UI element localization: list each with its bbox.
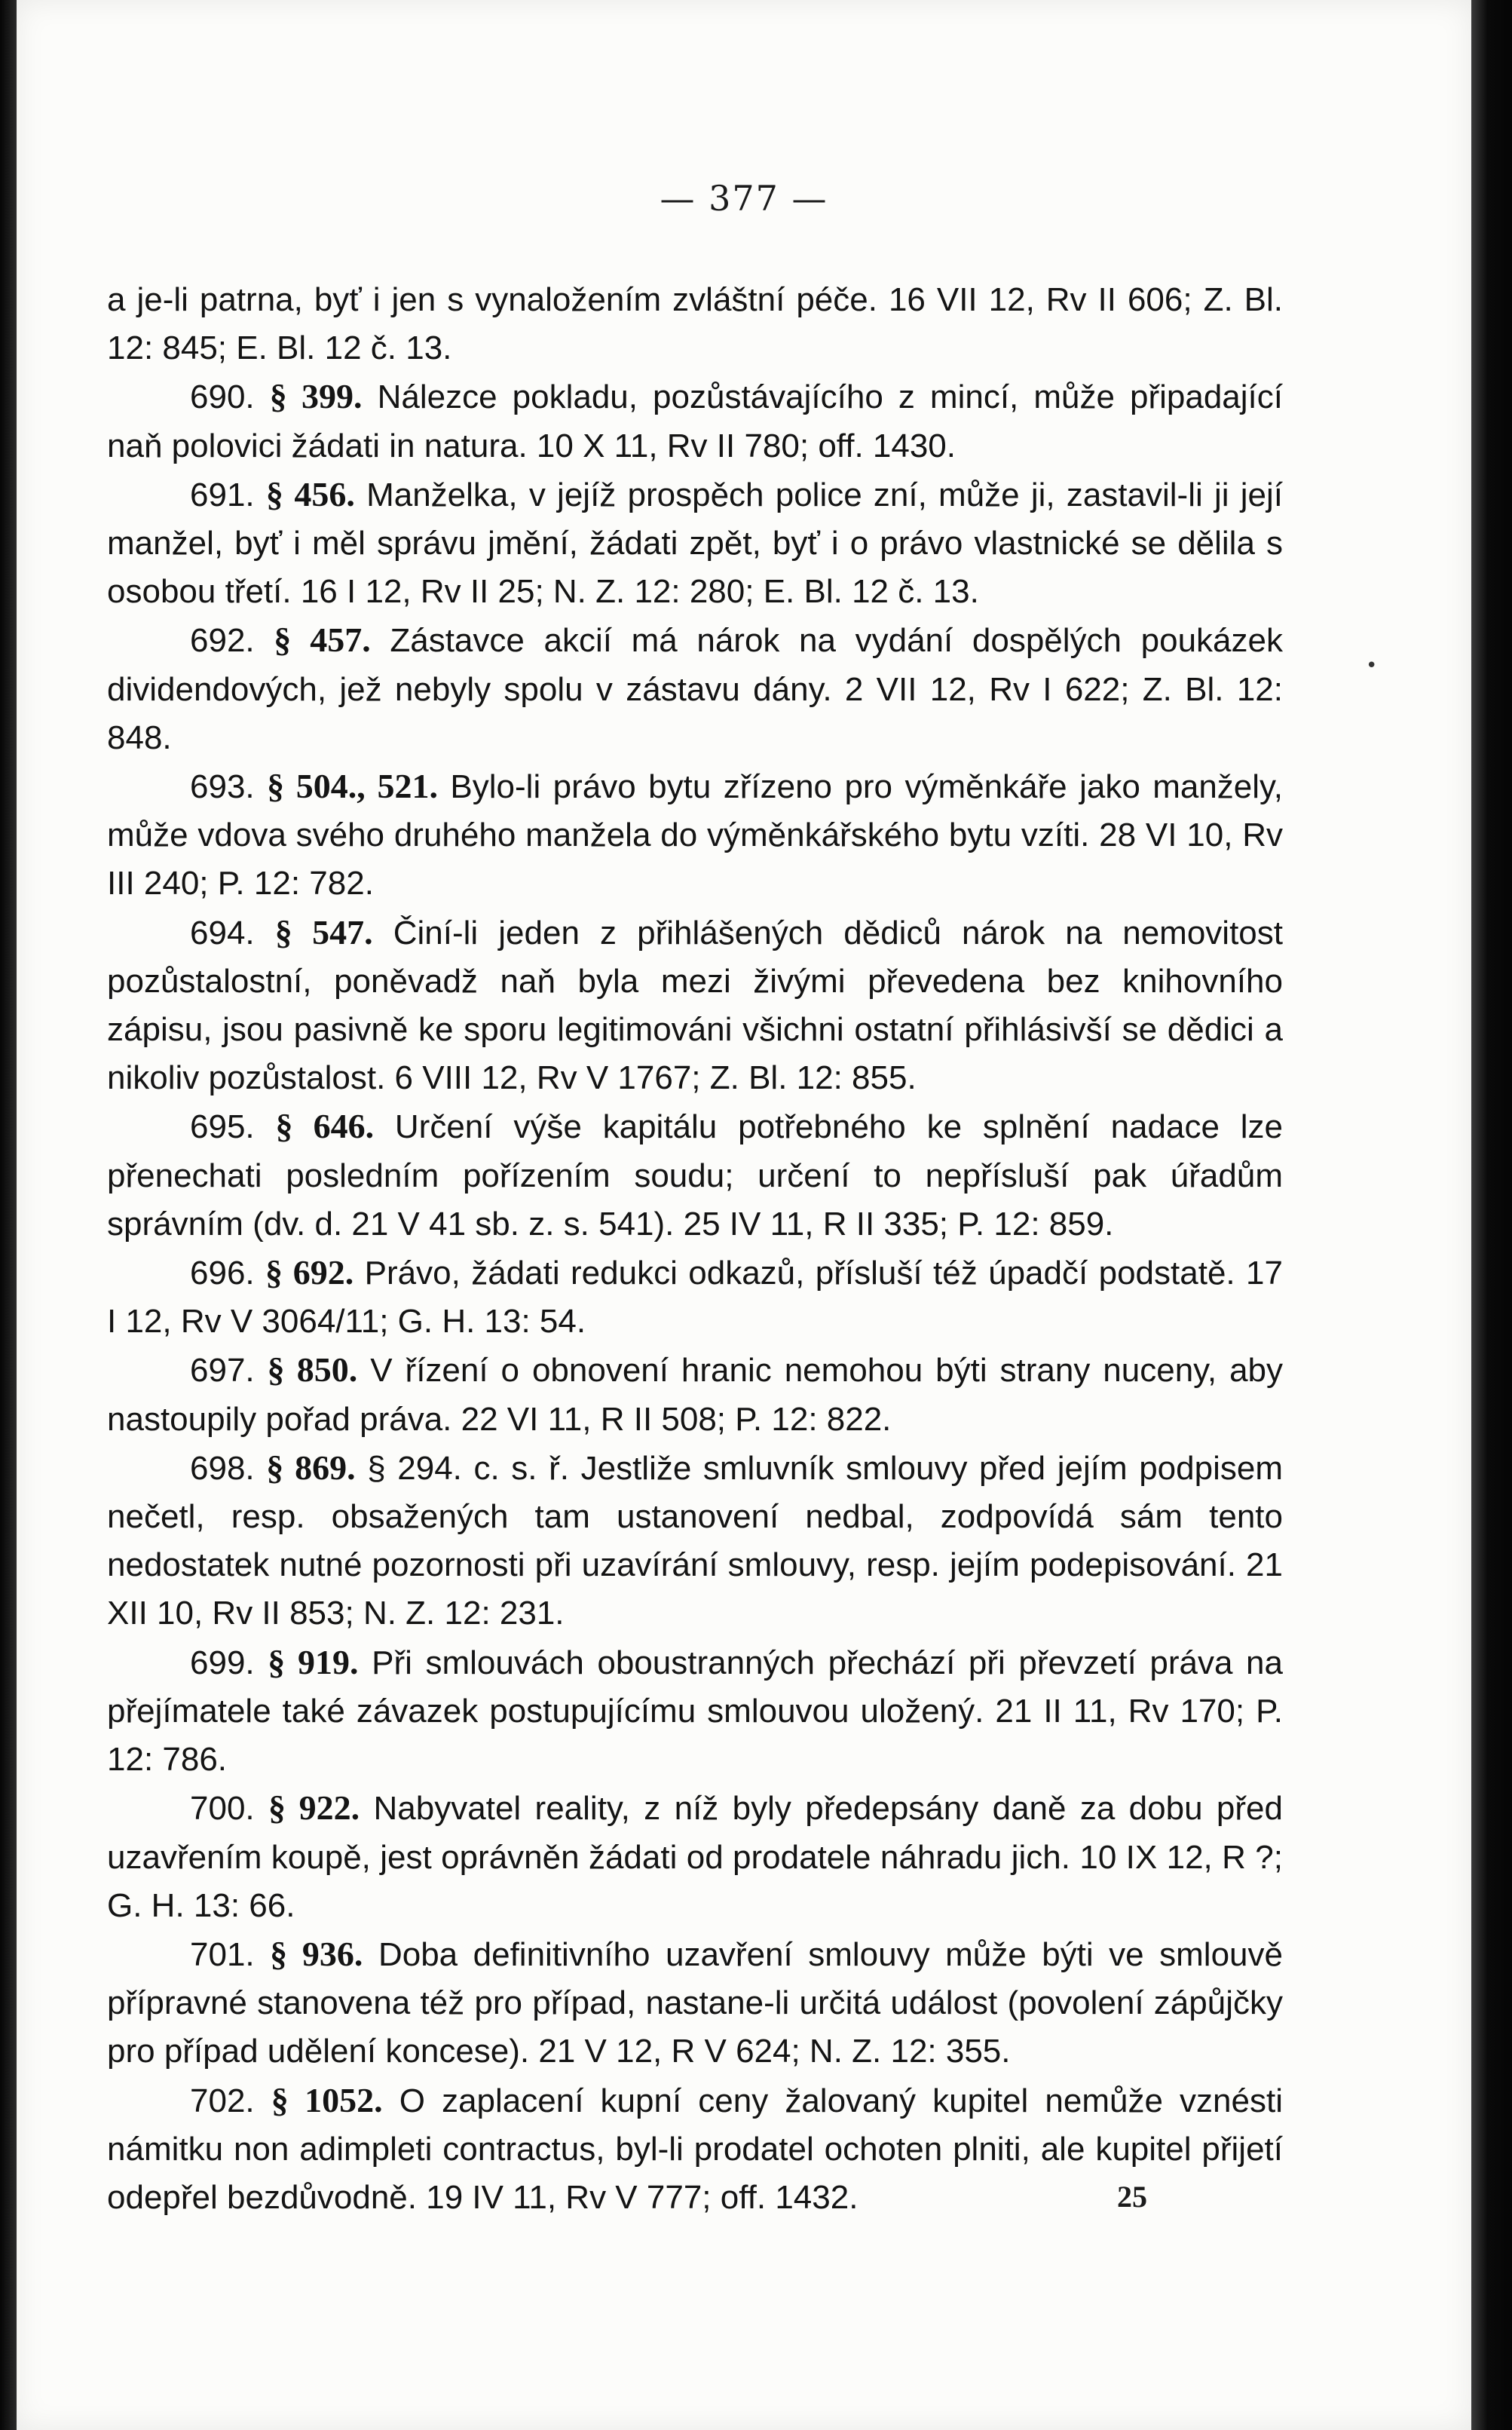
entry-text: Při smlouvách oboustranných přechází při převzetí práva na přejímatele také závazek postupujícímu smlouvou uložený. 21 II 11, Rv 170; P. 12: 786. xyxy=(107,1644,1284,1779)
entry-continuation xyxy=(107,276,1283,372)
entry-text: Doba definitivního uzavření smlouvy může býti ve smlouvě přípravné stanovena též pro případ, nastane-li určitá událost (povolení zápůjčky pro případ udělení koncese). 21 V 12, R V 624; N. Z. 12: 355. xyxy=(107,1935,1283,2070)
entry-number: 692. xyxy=(190,622,255,660)
entry-number: 691. xyxy=(190,476,255,513)
entry-number: 698. xyxy=(190,1449,255,1487)
scan-border-left xyxy=(0,0,17,2430)
entry-700 xyxy=(107,1784,1283,1930)
entry-text: O zaplacení kupní ceny žalovaný kupitel nemůže vznésti námitku non adimpleti contractus, byl-li prodatel ochoten plniti, ale kupitel přijetí odepřel bezdůvodně. 19 IV 11, Rv V 777; off. 1432. xyxy=(107,2082,1283,2216)
entry-695 xyxy=(107,1102,1283,1249)
entry-691 xyxy=(107,470,1283,617)
entry-paragraph-ref: § 850. xyxy=(267,1350,358,1390)
stray-mark: • xyxy=(1366,654,1378,677)
entry-paragraph-ref: § 456. xyxy=(265,474,355,513)
entry-text: § 294. c. s. ř. Jestliže smluvník smlouvy před jejím podpisem nečetl, resp. obsažených tam ustanovení nedbal, zodpovídá sám tento nedostatek nutné pozornosti při uzavírání smlouvy, resp. jejím podepisování. 21 XII 10, Rv II 853; N. Z. 12: 231. xyxy=(107,1449,1283,1632)
entry-696 xyxy=(107,1249,1283,1346)
entry-number: 693. xyxy=(190,768,255,806)
entry-690 xyxy=(107,372,1283,470)
entry-number: 702. xyxy=(190,2082,255,2119)
entry-text: Manželka, v jejíž prospěch police zní, může ji, zastavil-li ji její manžel, byť i měl správu jmění, žádati zpět, byť i o právo vlastnické se dělila s osobou třetí. 16 I 12, Rv II 25; N. Z. 12: 280; E. Bl. 12 č. 13. xyxy=(107,476,1283,611)
entry-text: Právo, žádati redukci odkazů, přísluší též úpadčí podstatě. 17 I 12, Rv V 3064/11; G. H. 13: 54. xyxy=(107,1255,1283,1341)
entry-paragraph-ref: § 399. xyxy=(269,377,363,416)
entry-paragraph-ref: § 936. xyxy=(270,1934,363,1973)
entry-text: Bylo-li právo bytu zřízeno pro výměnkáře jako manžely, může vdova svého druhého manžela do výměnkářského bytu vzíti. 28 VI 10, Rv III 240; P. 12: 782. xyxy=(107,768,1284,902)
book-page xyxy=(17,0,1471,2430)
entry-paragraph-ref: § 922. xyxy=(268,1788,360,1828)
entry-text: Nálezce pokladu, pozůstávajícího z mincí, může připadající naň polovici žádati in natura. 10 X 11, Rv II 780; off. 1430. xyxy=(107,378,1283,464)
entry-697 xyxy=(107,1346,1283,1443)
entry-701 xyxy=(107,1930,1283,2076)
entry-paragraph-ref: § 692. xyxy=(265,1253,354,1292)
entry-number: 701. xyxy=(190,1935,255,1973)
entry-paragraph-ref: § 869. xyxy=(266,1448,356,1487)
printer-signature-mark: 25 xyxy=(1117,2180,1147,2214)
entry-number: 700. xyxy=(190,1790,255,1828)
entry-text: Nabyvatel reality, z níž byly předepsány daně za dobu před uzavřením koupě, jest oprávněn žádati od prodatele náhradu jich. 10 IX 12, R ?; G. H. 13: 66. xyxy=(107,1790,1283,1924)
page-text xyxy=(107,276,1283,2222)
entry-paragraph-ref: § 1052. xyxy=(271,2080,383,2119)
entry-text: Zástavce akcií má nárok na vydání dospělých poukázek dividendových, jež nebyly spolu v zástavu dány. 2 VII 12, Rv I 622; Z. Bl. 12: 848. xyxy=(107,622,1284,756)
entry-698 xyxy=(107,1444,1283,1638)
entry-number: 699. xyxy=(190,1644,255,1681)
entry-number: 690. xyxy=(190,378,255,416)
entry-692 xyxy=(107,616,1283,762)
entry-paragraph-ref: § 919. xyxy=(268,1642,359,1681)
entry-693 xyxy=(107,762,1283,909)
entry-699 xyxy=(107,1638,1283,1785)
entry-text: V řízení o obnovení hranic nemohou býti strany nuceny, aby nastoupily pořad práva. 22 VI 11, R II 508; P. 12: 822. xyxy=(107,1352,1284,1438)
entry-702 xyxy=(107,2076,1283,2223)
entry-paragraph-ref: § 547. xyxy=(274,912,373,951)
entry-paragraph-ref: § 457. xyxy=(274,621,371,660)
page-number: — 377 — xyxy=(660,178,828,219)
entry-paragraph-ref: § 646. xyxy=(275,1107,375,1146)
entry-text: Určení výše kapitálu potřebného ke splnění nadace lze přenechati posledním pořízením soudu; určení to nepřísluší pak úřadům správním (dv. d. 21 V 41 sb. z. s. 541). 25 IV 11, R II 335; P. 12: 859. xyxy=(107,1108,1283,1243)
entry-number: 695. xyxy=(190,1108,255,1146)
entry-text: Činí-li jeden z přihlášených dědiců nárok na nemovitost pozůstalostní, poněvadž naň byla mezi živými převedena bez knihovního zápisu, jsou pasivně ke sporu legitimováni všichni ostatní přihlásivší se dědici a nikoliv pozůstalost. 6 VIII 12, Rv V 1767; Z. Bl. 12: 855. xyxy=(107,914,1283,1097)
scan-border-right xyxy=(1471,0,1512,2430)
entry-number: 697. xyxy=(190,1352,255,1390)
entry-number: 696. xyxy=(190,1255,255,1292)
entry-number: 694. xyxy=(190,914,255,951)
entry-694 xyxy=(107,909,1283,1103)
entry-paragraph-ref: § 504., 521. xyxy=(267,767,438,806)
entry-text: a je-li patrna, byť i jen s vynaložením zvláštní péče. 16 VII 12, Rv II 606; Z. Bl. 12: 845; E. Bl. 12 č. 13. xyxy=(107,281,1283,367)
